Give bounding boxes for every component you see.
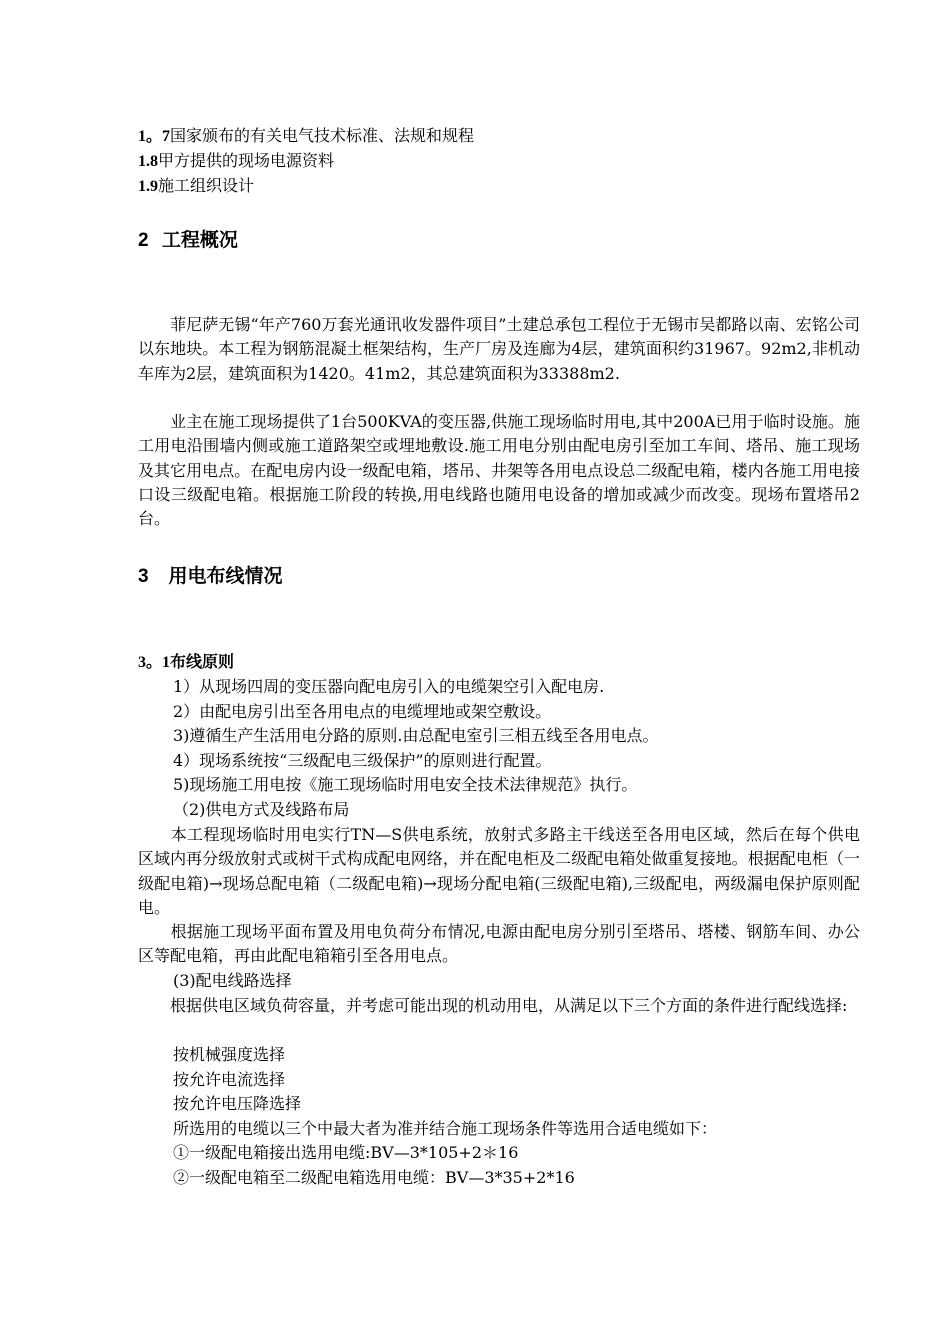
cable-intro: 所选用的电缆以三个中最大者为准并结合施工现场条件等选用合适电缆如下： [173,1119,718,1138]
line-selection-paragraph: 根据供电区域负荷容量，并考虑可能出现的机动用电，从满足以下三个方面的条件进行配线选择: [138,996,848,1015]
reference-text: 甲方提供的现场电源资料 [158,151,335,170]
line-selection-heading: (3)配电线路选择 [173,971,292,990]
reference-item-1-8 [138,149,334,174]
principle-item: 4）现场系统按“三级配电三级保护”的原则进行配置。 [173,751,552,770]
cable-spec-item: ②一级配电箱至二级配电箱选用电缆：BV—3*35+2*16 [173,1168,575,1187]
section-number: 2 [138,230,149,251]
reference-text: 国家颁布的有关电气技术标准、法规和规程 [170,126,475,145]
distribution-paragraph: 根据施工现场平面布置及用电负荷分布情况,电源由配电房分别引至塔吊、塔楼、钢筋车间、办公区等配电箱，再由此配电箱箱引至各用电点。 [138,922,860,966]
subsection-3-1-heading [138,650,234,675]
reference-number: 1.9 [138,178,158,195]
principle-item: 2）由配电房引出至各用电点的电缆埋地或架空敷设。 [173,702,552,721]
principle-item: 5)现场施工用电按《施工现场临时用电安全技术法律规范》执行。 [173,775,638,794]
supply-layout-heading: （2)供电方式及线路布局 [173,800,350,819]
power-supply-paragraph: 业主在施工现场提供了1台500KVA的变压器,供施工现场临时用电,其中200A已用于临时设施。施工用电沿围墙内侧或施工道路架空或埋地敷设.施工用电分别由配电房引至加工车间、塔吊、施工现场及其它用电点。在配电房内设一级配电箱，塔吊、井架等各用电点设总二级配电箱，楼内各施工用电接口设三级配电箱。根据施工阶段的转换,用电线路也随用电设备的增加或减少而改变。现场布置塔吊2台。 [138,412,860,529]
supply-system-paragraph: 本工程现场临时用电实行TN—S供电系统，放射式多路主干线送至各用电区域，然后在每个供电区域内再分级放射式或树干式构成配电网络，并在配电柜及二级配电箱处做重复接地。根据配电柜（一级配电箱)→现场总配电箱（二级配电箱)→现场分配电箱(三级配电箱),三级配电，两级漏电保护原则配电。 [138,825,860,917]
reference-number: 1。7 [138,128,171,145]
section-2-heading [138,226,238,255]
section-number: 3 [138,566,149,587]
subsection-number: 3。1 [138,654,171,671]
principle-item: 3)遵循生产生活用电分路的原则.由总配电室引三相五线至各用电点。 [173,726,659,745]
project-overview-paragraph: 菲尼萨无锡“年产760万套光通讯收发器件项目”土建总承包工程位于无锡市吴都路以南、宏铭公司以东地块。本工程为钢筋混凝土框架结构，生产厂房及连廊为4层，建筑面积约31967。92m2,非机动车库为2层，建筑面积为1420。41m2，其总建筑面积为33388m2. [138,315,860,383]
reference-number: 1.8 [138,153,158,170]
section-title: 工程概况 [161,229,238,251]
reference-item-1-9 [138,174,254,199]
cable-spec-item: ①一级配电箱接出选用电缆:BV—3*105+2＊16 [173,1143,519,1162]
reference-text: 施工组织设计 [158,176,255,195]
principle-item: 1）从现场四周的变压器向配电房引入的电缆架空引入配电房. [173,677,605,696]
selection-criterion: 按允许电流选择 [173,1070,286,1089]
section-title: 用电布线情况 [168,565,283,587]
reference-item-1-7 [138,124,474,149]
selection-criterion: 按允许电压降选择 [173,1094,302,1113]
subsection-title: 布线原则 [170,652,235,671]
section-3-heading [138,562,282,591]
selection-criterion: 按机械强度选择 [173,1045,286,1064]
